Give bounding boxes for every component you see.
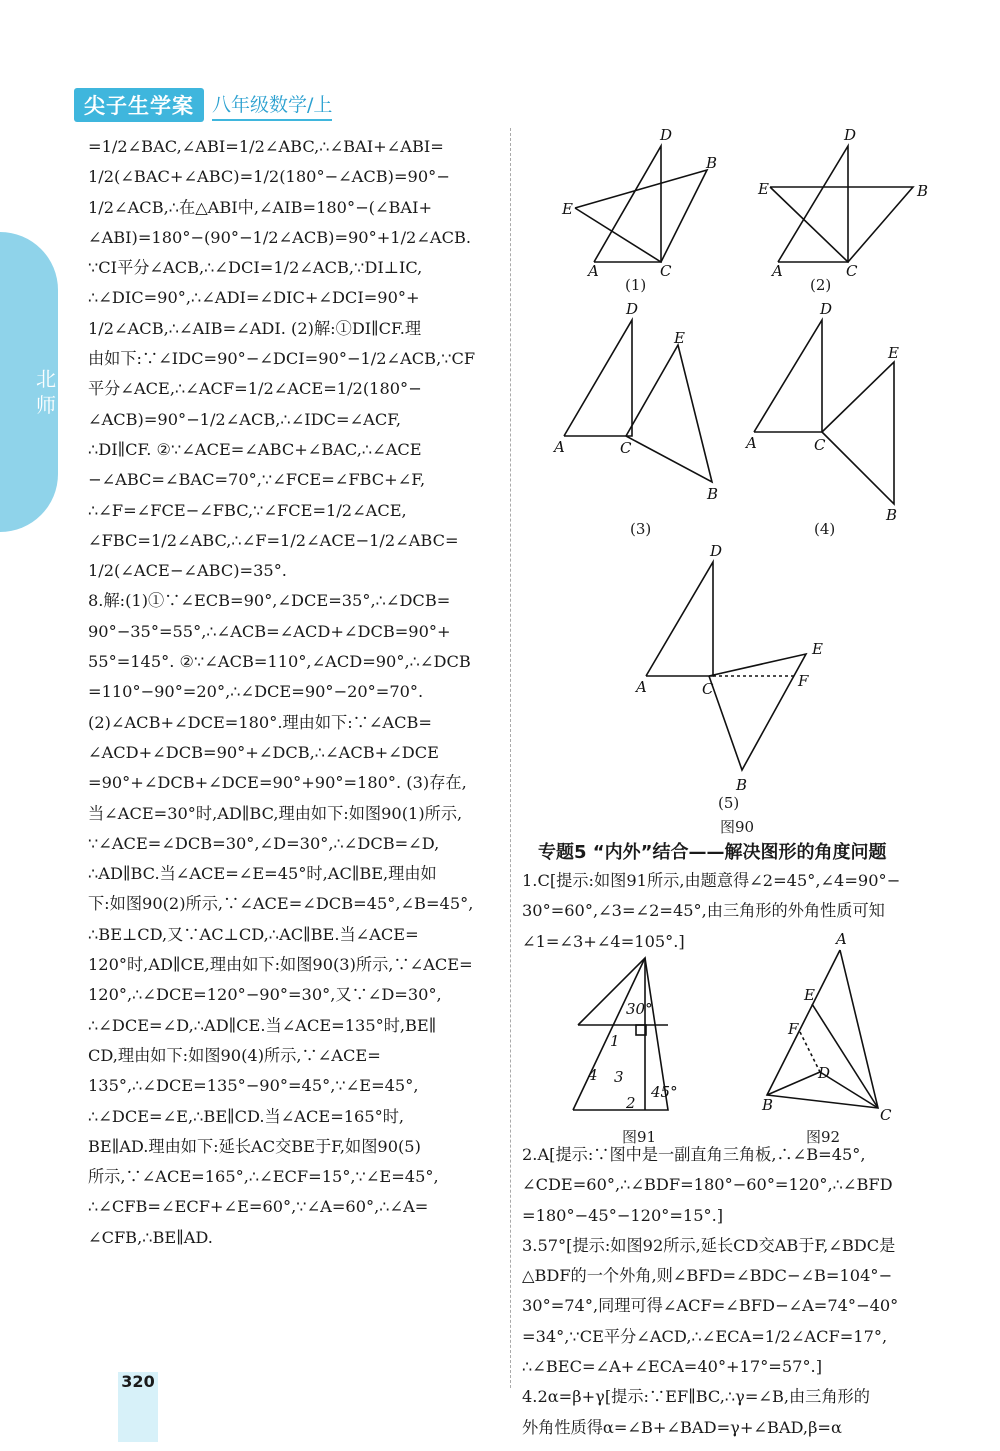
text-line: ∵∠ACE=∠DCB=30°,∠D=30°,∴∠DCB=∠D, (88, 833, 440, 853)
figure-92-caption: 图92 (806, 1128, 841, 1146)
text-line: ∠1=∠3+∠4=105°.] (522, 931, 685, 951)
text-line: ∠CDE=60°,∴∠BDF=180°−60°=120°,∴∠BFD (522, 1175, 893, 1195)
angle-label: 1 (610, 1032, 620, 1050)
point-label: D (626, 300, 639, 318)
text-line: 55°=145°. ②∵∠ACB=110°,∠ACD=90°,∴∠DCB (88, 652, 471, 672)
text-line: =1/2∠BAC,∠ABI=1/2∠ABC,∴∠BAI+∠ABI= (88, 137, 444, 156)
text-line: BE∥AD.理由如下:延长AC交BE于F,如图90(5) (88, 1136, 421, 1156)
point-label: A (836, 930, 847, 948)
text-line: 135°,∴∠DCE=135°−90°=45°,∵∠E=45°, (88, 1076, 419, 1096)
text-line: 90°−35°=55°,∴∠ACB=∠ACD+∠DCB=90°+ (88, 621, 451, 641)
text-line: =90°+∠DCB+∠DCE=90°+90°=180°. (3)存在, (88, 773, 467, 793)
point-label: E (888, 344, 899, 362)
text-line: 8.解:(1)①∵∠ECB=90°,∠DCE=35°,∴∠DCB= (88, 591, 451, 611)
text-line: =110°−90°=20°,∴∠DCE=90°−20°=70°. (88, 682, 424, 702)
angle-label: 3 (614, 1068, 624, 1086)
text-line: 30°=74°,同理可得∠ACF=∠BFD−∠A=74°−40° (522, 1296, 899, 1316)
point-label: B (736, 776, 748, 794)
point-label: B (706, 154, 718, 172)
point-label: D (820, 300, 833, 318)
angle-label: 4 (588, 1066, 598, 1084)
text-line: ∴∠DCE=∠E,∴BE∥CD.当∠ACE=165°时, (88, 1106, 405, 1126)
figure-90-1 (575, 146, 707, 262)
book-subtitle: 八年级数学/上 (212, 90, 332, 121)
point-label: C (620, 439, 632, 457)
point-label: E (804, 986, 815, 1004)
page-number-box (118, 1372, 158, 1442)
figure-90-5 (646, 562, 806, 770)
text-line: −∠ABC=∠BAC=70°,∵∠FCE=∠FBC+∠F, (88, 470, 426, 490)
figure-92 (767, 950, 878, 1108)
text-line: 当∠ACE=30°时,AD∥BC,理由如下:如图90(1)所示, (88, 803, 463, 823)
text-line: 4.2α=β+γ[提示:∵EF∥BC,∴γ=∠B,由三角形的 (522, 1387, 870, 1407)
text-line: 1/2(∠ACE−∠ABC)=35°. (88, 561, 287, 581)
angle-label: 45° (651, 1083, 678, 1101)
point-label: C (880, 1106, 892, 1124)
angle-label: 2 (626, 1094, 636, 1112)
point-label: B (917, 182, 929, 200)
text-line: 由如下:∵∠IDC=90°−∠DCI=90°−1/2∠ACB,∵CF (88, 349, 476, 369)
text-line: 外角性质得α=∠B+∠BAD=γ+∠BAD,β=α (522, 1417, 842, 1437)
text-line: 平分∠ACE,∴∠ACF=1/2∠ACE=1/2(180°− (88, 379, 422, 399)
text-line: 1/2∠ACB,∴在△ABI中,∠AIB=180°−(∠BAI+ (88, 197, 433, 217)
point-label: F (798, 672, 809, 690)
text-line: =34°,∵CE平分∠ACD,∴∠ECA=1/2∠ACF=17°, (522, 1326, 888, 1346)
text-line: ∴∠DCE=∠D,∴AD∥CE.当∠ACE=135°时,BE∥ (88, 1015, 437, 1035)
text-line: 120°,∴∠DCE=120°−90°=30°,又∵∠D=30°, (88, 985, 442, 1005)
text-line: 30°=60°,∠3=∠2=45°,由三角形的外角性质可知 (522, 901, 885, 921)
figure-90-3 (564, 320, 712, 482)
text-line: =180°−45°−120°=15°.] (522, 1205, 724, 1225)
figure-91-caption: 图91 (622, 1128, 657, 1146)
figure-90-1-label: (1) (625, 276, 647, 294)
text-line: 1.C[提示:如图91所示,由题意得∠2=45°,∠4=90°− (522, 871, 901, 890)
text-line: ∴∠CFB=∠ECF+∠E=60°,∵∠A=60°,∴∠A= (88, 1197, 429, 1217)
point-label: E (674, 329, 685, 347)
point-label: A (746, 434, 757, 452)
point-label: C (814, 436, 826, 454)
point-label: D (844, 126, 857, 144)
point-label: A (636, 678, 647, 696)
figure-90-2 (770, 146, 913, 262)
figure-90-4-label: (4) (814, 520, 836, 538)
angle-label: 30° (626, 1000, 653, 1018)
text-line: ∠ACD+∠DCB=90°+∠DCB,∴∠ACB+∠DCE (88, 742, 439, 762)
brand-logo: 尖子生学案 (74, 88, 204, 122)
point-label: A (588, 262, 599, 280)
point-label: D (710, 542, 723, 560)
text-line: 1/2∠ACB,∴∠AIB=∠ADI. (2)解:①DI∥CF.理 (88, 318, 422, 338)
text-line: 2.A[提示:∵图中是一副直角三角板,∴∠B=45°, (522, 1145, 866, 1164)
figure-90-2-label: (2) (810, 276, 832, 294)
text-line: ∴AD∥BC.当∠ACE=∠E=45°时,AC∥BE,理由如 (88, 864, 437, 884)
text-line: (2)∠ACB+∠DCE=180°.理由如下:∵∠ACB= (88, 712, 432, 732)
text-line: ∠ACB)=90°−1/2∠ACB,∴∠IDC=∠ACF, (88, 409, 402, 429)
text-line: CD,理由如下:如图90(4)所示,∵∠ACE= (88, 1045, 381, 1065)
text-line: 所示,∵∠ACE=165°,∴∠ECF=15°,∵∠E=45°, (88, 1167, 439, 1187)
text-line: ∴BE⊥CD,又∵AC⊥CD,∴AC∥BE.当∠ACE= (88, 924, 419, 944)
point-label: C (846, 262, 858, 280)
text-line: ∵CI平分∠ACB,∴∠DCI=1/2∠ACB,∵DI⊥IC, (88, 258, 423, 278)
text-line: 下:如图90(2)所示,∵∠ACE=∠DCB=45°,∠B=45°, (88, 894, 474, 914)
point-label: B (886, 506, 898, 524)
figure-90-3-label: (3) (630, 520, 652, 538)
text-line: ∠FBC=1/2∠ABC,∴∠F=1/2∠ACE−1/2∠ABC= (88, 530, 459, 550)
figure-90-4 (754, 320, 894, 504)
point-label: B (762, 1096, 774, 1114)
text-line: ∴DI∥CF. ②∵∠ACE=∠ABC+∠BAC,∴∠ACE (88, 439, 422, 459)
text-line: 120°时,AD∥CE,理由如下:如图90(3)所示,∵∠ACE= (88, 955, 473, 975)
section-title: 专题5 “内外”结合——解决图形的角度问题 (538, 842, 887, 863)
point-label: D (818, 1064, 831, 1082)
page-number: 320 (121, 1372, 155, 1391)
side-tab-label: 北师 (36, 367, 56, 417)
text-line: ∴∠F=∠FCE−∠FBC,∵∠FCE=1/2∠ACE, (88, 500, 407, 520)
point-label: E (562, 200, 573, 218)
text-line: ∠CFB,∴BE∥AD. (88, 1227, 213, 1247)
point-label: C (660, 262, 672, 280)
figure-90-caption: 图90 (720, 818, 755, 836)
figure-90-5-label: (5) (718, 794, 740, 812)
text-line: 1/2(∠BAC+∠ABC)=1/2(180°−∠ACB)=90°− (88, 167, 450, 187)
point-label: C (702, 680, 714, 698)
text-line: ∴∠BEC=∠A+∠ECA=40°+17°=57°.] (522, 1357, 823, 1377)
point-label: A (772, 262, 783, 280)
point-label: E (812, 640, 823, 658)
point-label: F (788, 1020, 799, 1038)
text-line: ∠ABI)=180°−(90°−1/2∠ACB)=90°+1/2∠ACB. (88, 227, 471, 247)
text-line: △BDF的一个外角,则∠BFD=∠BDC−∠B=104°− (522, 1266, 893, 1286)
point-label: D (660, 126, 673, 144)
point-label: E (758, 180, 769, 198)
point-label: B (707, 485, 719, 503)
text-line: ∴∠DIC=90°,∴∠ADI=∠DIC+∠DCI=90°+ (88, 288, 420, 308)
text-line: 3.57°[提示:如图92所示,延长CD交AB于F,∠BDC是 (522, 1235, 896, 1255)
point-label: A (554, 438, 565, 456)
